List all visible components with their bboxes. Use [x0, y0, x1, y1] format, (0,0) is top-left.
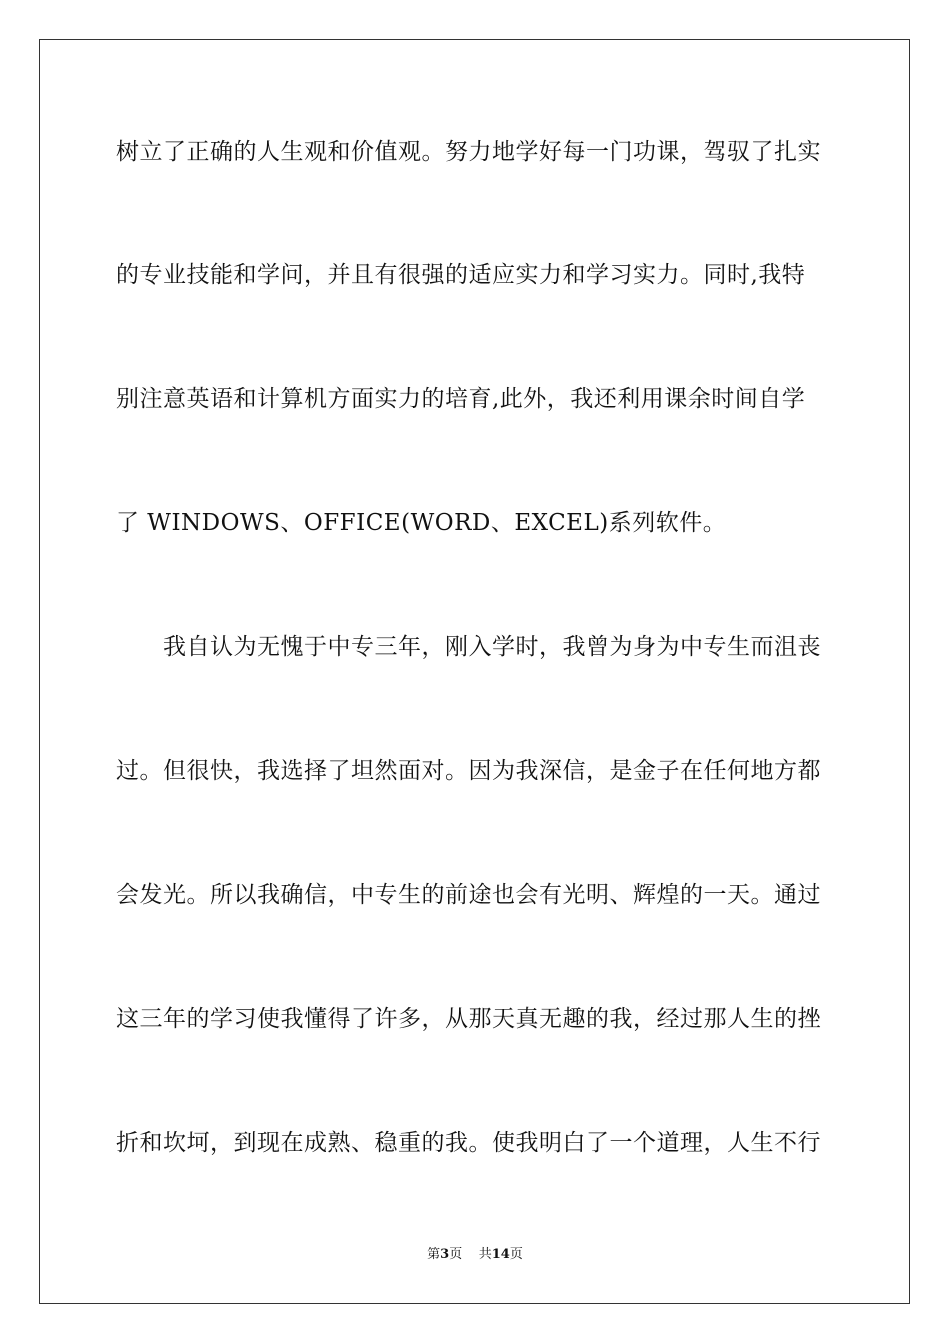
text-line-4: 了 WINDOWS、OFFICE(WORD、EXCEL)系列软件。 [116, 510, 727, 536]
text-line-1: 树立了正确的人生观和价值观。努力地学好每一门功课，驾驭了扎实 [116, 139, 821, 165]
text-line-3: 别注意英语和计算机方面实力的培育,此外，我还利用课余时间自学 [116, 386, 806, 412]
page-suffix: 页 [449, 1247, 463, 1262]
page-border [39, 39, 910, 1304]
page-footer [0, 1246, 950, 1264]
text-line-2: 的专业技能和学问，并且有很强的适应实力和学习实力。同时,我特 [116, 262, 806, 288]
total-suffix: 页 [509, 1247, 523, 1262]
text-line-9: 折和坎坷，到现在成熟、稳重的我。使我明白了一个道理，人生不行 [116, 1130, 821, 1156]
total-prefix: 共 [478, 1247, 492, 1262]
text-line-5-paragraph-start: 我自认为无愧于中专三年，刚入学时，我曾为身为中专生而沮丧 [163, 634, 821, 660]
text-line-7: 会发光。所以我确信，中专生的前途也会有光明、辉煌的一天。通过 [116, 882, 821, 908]
page-number: 3 [440, 1247, 450, 1262]
text-line-6: 过。但很快，我选择了坦然面对。因为我深信，是金子在任何地方都 [116, 758, 821, 784]
page-prefix: 第 [427, 1247, 441, 1262]
total-pages: 14 [491, 1247, 510, 1262]
text-line-8: 这三年的学习使我懂得了许多，从那天真无趣的我，经过那人生的挫 [116, 1006, 821, 1032]
